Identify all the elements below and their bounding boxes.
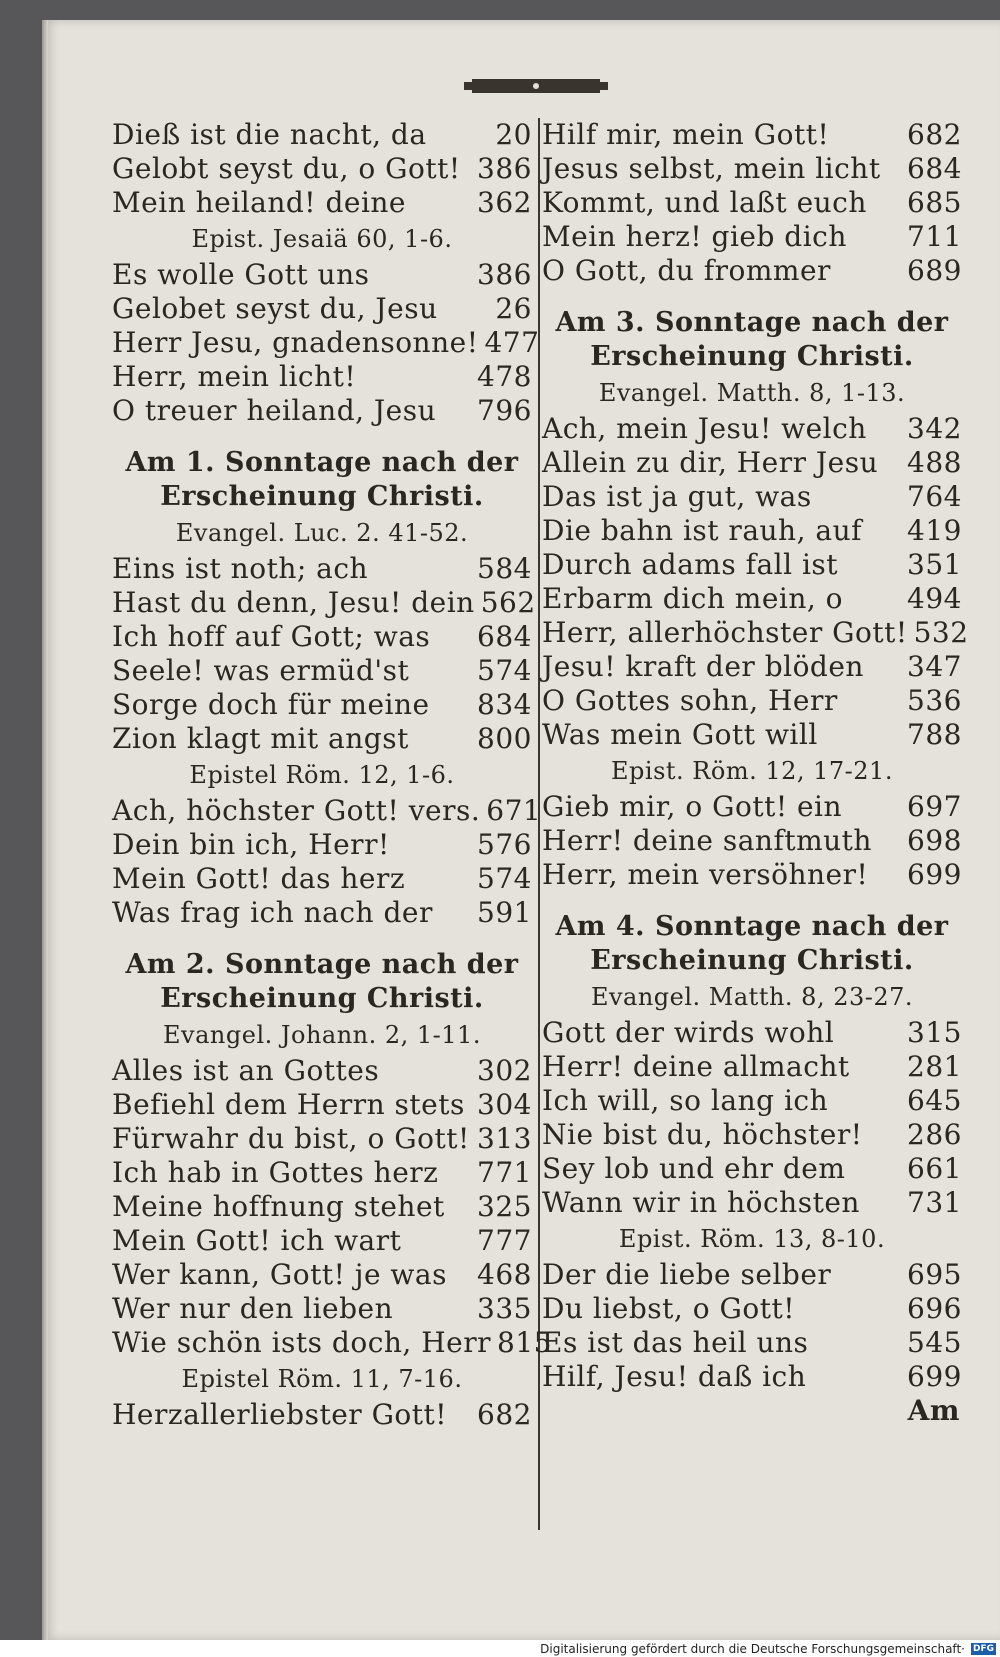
hymn-incipit: Hilf, Jesu! daß ich: [542, 1360, 807, 1393]
page-gutter-shadow: [42, 20, 48, 1640]
hymn-entry: [542, 548, 962, 582]
hymn-entry: [112, 654, 532, 688]
hymn-entry: [542, 118, 962, 152]
lesson-reference: Evangel. Matth. 8, 23-27.: [590, 983, 914, 1011]
hymn-entry: [542, 1050, 962, 1084]
hymn-number: 488: [907, 446, 962, 479]
hymn-entry: [112, 1224, 532, 1258]
hymn-entry: [542, 1186, 962, 1220]
hymn-incipit: Ich hoff auf Gott; was: [112, 620, 431, 653]
hymn-list: [112, 258, 540, 428]
hymn-number: 286: [907, 1118, 962, 1151]
hymn-entry: [112, 326, 540, 360]
sunday-heading: Am 1. Sonntage nach der: [125, 447, 519, 478]
hymn-incipit: Was frag ich nach der: [112, 896, 433, 929]
hymn-list: [542, 790, 962, 892]
hymn-entry: [542, 1118, 962, 1152]
hymn-number: 685: [907, 186, 962, 219]
sunday-heading: Am 3. Sonntage nach der: [555, 307, 949, 338]
hymn-list: [112, 552, 536, 756]
hymn-number: 386: [477, 152, 532, 185]
hymn-entry: [542, 824, 962, 858]
left-column: [112, 118, 552, 1432]
hymn-incipit: Befiehl dem Herrn stets: [112, 1088, 465, 1121]
lesson-reference: Epist. Jesaiä 60, 1-6.: [191, 225, 453, 253]
hymn-entry: [542, 220, 962, 254]
digitization-footer: Digitalisierung gefördert durch die Deutsche Forschungsgemeinschaft· DFG: [0, 1640, 1000, 1656]
hymn-number: 682: [907, 118, 962, 151]
hymn-entry: [112, 1258, 532, 1292]
hymn-incipit: Meine hoffnung stehet: [112, 1190, 445, 1223]
hymn-entry: [112, 360, 532, 394]
hymn-number: 764: [907, 480, 962, 513]
hymn-number: 419: [907, 514, 962, 547]
hymn-incipit: Ach, höchster Gott! vers.: [112, 794, 481, 827]
hymn-entry: [112, 1326, 552, 1360]
hymn-entry: [112, 152, 532, 186]
hymn-list: [542, 1016, 962, 1220]
hymn-list: [112, 794, 542, 930]
hymn-incipit: O treuer heiland, Jesu: [112, 394, 437, 427]
hymn-number: 562: [480, 586, 536, 619]
hymn-number: 684: [477, 620, 532, 653]
lesson-reference: Epistel Röm. 11, 7-16.: [181, 1365, 463, 1393]
hymn-number: 800: [477, 722, 532, 755]
hymn-number: 697: [907, 790, 962, 823]
sunday-heading-subtitle: Erscheinung Christi.: [160, 481, 484, 512]
hymn-number: 699: [907, 1360, 962, 1393]
hymn-incipit: Wer nur den lieben: [112, 1292, 394, 1325]
hymn-number: 796: [477, 394, 532, 427]
hymn-incipit: Dieß ist die nacht, da: [112, 118, 427, 151]
hymn-incipit: Jesu! kraft der blöden: [542, 650, 864, 683]
hymn-incipit: Wann wir in höchsten: [542, 1186, 860, 1219]
lesson-reference: Epist. Röm. 12, 17-21.: [611, 757, 893, 785]
hymn-entry: [542, 1258, 962, 1292]
lesson-reference: Epist. Röm. 13, 8-10.: [618, 1225, 886, 1253]
lesson-reference: Epistel Röm. 12, 1-6.: [189, 761, 455, 789]
hymn-incipit: Mein heiland! deine: [112, 186, 406, 219]
hymn-number: 468: [477, 1258, 532, 1291]
hymn-entry: [112, 258, 532, 292]
hymn-incipit: Die bahn ist rauh, auf: [542, 514, 862, 547]
hymn-number: 695: [907, 1258, 962, 1291]
hymn-number: 313: [477, 1122, 532, 1155]
hymn-entry: [542, 254, 962, 288]
hymn-number: 584: [477, 552, 532, 585]
catchword: Am: [907, 1394, 960, 1427]
hymn-number: 576: [477, 828, 532, 861]
hymn-incipit: Mein herz! gieb dich: [542, 220, 847, 253]
hymn-number: 494: [907, 582, 962, 615]
hymn-entry: [112, 828, 532, 862]
hymn-incipit: Es ist das heil uns: [542, 1326, 809, 1359]
hymn-number: 26: [495, 292, 532, 325]
hymn-list: [112, 1054, 552, 1360]
hymn-entry: [542, 582, 962, 616]
hymn-number: 834: [477, 688, 532, 721]
hymn-number: 532: [913, 616, 969, 649]
hymn-entry: [542, 858, 962, 892]
hymn-entry: [112, 552, 532, 586]
hymn-entry: [542, 790, 962, 824]
hymn-entry: [542, 1360, 962, 1394]
hymn-list: [542, 1258, 962, 1394]
hymn-entry: [112, 620, 532, 654]
hymn-number: 777: [477, 1224, 532, 1257]
hymn-number: 325: [477, 1190, 532, 1223]
hymn-incipit: Herr! deine sanftmuth: [542, 824, 872, 857]
hymn-incipit: Nie bist du, höchster!: [542, 1118, 863, 1151]
hymn-number: 731: [907, 1186, 962, 1219]
hymn-list: [542, 118, 962, 288]
hymn-incipit: Es wolle Gott uns: [112, 258, 370, 291]
hymn-incipit: Seele! was ermüd'st: [112, 654, 410, 687]
hymn-number: 386: [477, 258, 532, 291]
hymn-number: 478: [477, 360, 532, 393]
hymn-incipit: Mein Gott! ich wart: [112, 1224, 402, 1257]
hymn-incipit: Du liebst, o Gott!: [542, 1292, 795, 1325]
hymn-incipit: Gelobt seyst du, o Gott!: [112, 152, 461, 185]
hymn-number: 788: [907, 718, 962, 751]
hymn-entry: [112, 394, 532, 428]
hymn-number: 682: [477, 1398, 532, 1431]
hymn-incipit: Das ist ja gut, was: [542, 480, 812, 513]
dfg-logo-icon: DFG: [972, 1643, 994, 1654]
hymn-entry: [542, 1084, 962, 1118]
hymn-number: 698: [907, 824, 962, 857]
hymn-incipit: Ach, mein Jesu! welch: [542, 412, 867, 445]
hymn-incipit: Erbarm dich mein, o: [542, 582, 844, 615]
hymn-entry: [112, 688, 532, 722]
hymn-entry: [542, 650, 962, 684]
hymn-entry: [542, 446, 962, 480]
hymn-incipit: Zion klagt mit angst: [112, 722, 409, 755]
hymn-entry: [112, 1054, 532, 1088]
hymn-list: [112, 1398, 532, 1432]
lesson-reference: Evangel. Luc. 2. 41-52.: [175, 519, 469, 547]
hymn-incipit: Allein zu dir, Herr Jesu: [542, 446, 879, 479]
hymn-entry: [542, 684, 962, 718]
hymn-entry: [542, 1016, 962, 1050]
hymn-incipit: Dein bin ich, Herr!: [112, 828, 390, 861]
hymn-number: 342: [907, 412, 962, 445]
hymn-incipit: Kommt, und laßt euch: [542, 186, 867, 219]
hymn-incipit: Ich will, so lang ich: [542, 1084, 829, 1117]
hymn-number: 591: [477, 896, 532, 929]
hymn-number: 302: [477, 1054, 532, 1087]
header-ornament: [462, 76, 610, 96]
hymn-incipit: O Gott, du frommer: [542, 254, 831, 287]
hymn-incipit: Gelobet seyst du, Jesu: [112, 292, 438, 325]
hymn-number: 696: [907, 1292, 962, 1325]
hymn-entry: [112, 1088, 532, 1122]
hymn-entry: [542, 1152, 962, 1186]
hymn-incipit: O Gottes sohn, Herr: [542, 684, 838, 717]
hymn-entry: [542, 1326, 962, 1360]
hymn-incipit: Was mein Gott will: [542, 718, 818, 751]
hymn-entry: [542, 152, 962, 186]
sunday-heading: Am 4. Sonntage nach der: [555, 911, 949, 942]
hymn-incipit: Durch adams fall ist: [542, 548, 839, 581]
hymn-number: 20: [495, 118, 532, 151]
hymn-incipit: Alles ist an Gottes: [112, 1054, 380, 1087]
hymn-entry: [112, 186, 532, 220]
hymn-entry: [542, 186, 962, 220]
hymn-incipit: Hast du denn, Jesu! dein: [112, 586, 475, 619]
hymn-number: 315: [907, 1016, 962, 1049]
hymn-entry: [112, 1122, 532, 1156]
hymn-entry: [542, 480, 962, 514]
hymn-incipit: Gott der wirds wohl: [542, 1016, 835, 1049]
hymn-incipit: Herr, mein licht!: [112, 360, 357, 393]
hymn-incipit: Herr, mein versöhner!: [542, 858, 869, 891]
hymn-number: 815: [497, 1326, 552, 1359]
hymn-entry: [112, 118, 532, 152]
hymn-incipit: Herr! deine allmacht: [542, 1050, 850, 1083]
hymn-incipit: Wer kann, Gott! je was: [112, 1258, 447, 1291]
hymn-number: 574: [477, 862, 532, 895]
hymn-entry: [112, 862, 532, 896]
hymn-incipit: Wie schön ists doch, Herr: [112, 1326, 491, 1359]
hymn-entry: [112, 1190, 532, 1224]
hymn-entry: [112, 292, 532, 326]
hymn-entry: [542, 718, 962, 752]
hymn-number: 335: [477, 1292, 532, 1325]
hymn-number: 645: [907, 1084, 962, 1117]
hymn-incipit: Jesus selbst, mein licht: [542, 152, 881, 185]
hymn-number: 536: [907, 684, 962, 717]
hymn-number: 689: [907, 254, 962, 287]
hymn-incipit: Eins ist noth; ach: [112, 552, 369, 585]
hymn-incipit: Sorge doch für meine: [112, 688, 430, 721]
hymn-number: 477: [484, 326, 540, 359]
hymn-number: 347: [907, 650, 962, 683]
hymn-number: 362: [477, 186, 532, 219]
hymn-number: 661: [907, 1152, 962, 1185]
hymn-entry: [112, 1292, 532, 1326]
right-column: [542, 118, 969, 1428]
sunday-heading-subtitle: Erscheinung Christi.: [160, 983, 484, 1014]
hymn-number: 574: [477, 654, 532, 687]
hymn-number: 771: [477, 1156, 532, 1189]
hymn-entry: [542, 616, 969, 650]
hymn-entry: [542, 412, 962, 446]
hymn-entry: [112, 722, 532, 756]
sunday-heading: Am 2. Sonntage nach der: [125, 949, 519, 980]
sunday-heading-subtitle: Erscheinung Christi.: [590, 341, 914, 372]
hymn-number: 711: [907, 220, 962, 253]
lesson-reference: Evangel. Johann. 2, 1-11.: [163, 1021, 481, 1049]
hymn-incipit: Sey lob und ehr dem: [542, 1152, 846, 1185]
hymn-number: 699: [907, 858, 962, 891]
sunday-heading-subtitle: Erscheinung Christi.: [590, 945, 914, 976]
hymn-list: [112, 118, 532, 220]
hymn-entry: [112, 896, 532, 930]
hymn-incipit: Fürwahr du bist, o Gott!: [112, 1122, 470, 1155]
hymn-incipit: Gieb mir, o Gott! ein: [542, 790, 843, 823]
hymn-incipit: Hilf mir, mein Gott!: [542, 118, 830, 151]
hymn-incipit: Ich hab in Gottes herz: [112, 1156, 439, 1189]
hymn-number: 671: [486, 794, 542, 827]
hymn-entry: [112, 794, 542, 828]
hymn-number: 684: [907, 152, 962, 185]
hymn-number: 281: [907, 1050, 962, 1083]
hymn-entry: [112, 1398, 532, 1432]
hymn-entry: [542, 1292, 962, 1326]
hymn-entry: [112, 586, 536, 620]
hymn-list: [542, 412, 969, 752]
funding-credit: Digitalisierung gefördert durch die Deutsche Forschungsgemeinschaft: [540, 1641, 962, 1656]
hymn-incipit: Der die liebe selber: [542, 1258, 832, 1291]
hymn-incipit: Herr Jesu, gnadensonne!: [112, 326, 479, 359]
hymn-incipit: Mein Gott! das herz: [112, 862, 406, 895]
hymn-entry: [542, 514, 962, 548]
hymn-entry: [112, 1156, 532, 1190]
hymn-incipit: Herzallerliebster Gott!: [112, 1398, 448, 1431]
hymn-number: 351: [907, 548, 962, 581]
hymn-number: 545: [907, 1326, 962, 1359]
hymn-incipit: Herr, allerhöchster Gott!: [542, 616, 908, 649]
hymn-number: 304: [477, 1088, 532, 1121]
lesson-reference: Evangel. Matth. 8, 1-13.: [598, 379, 906, 407]
